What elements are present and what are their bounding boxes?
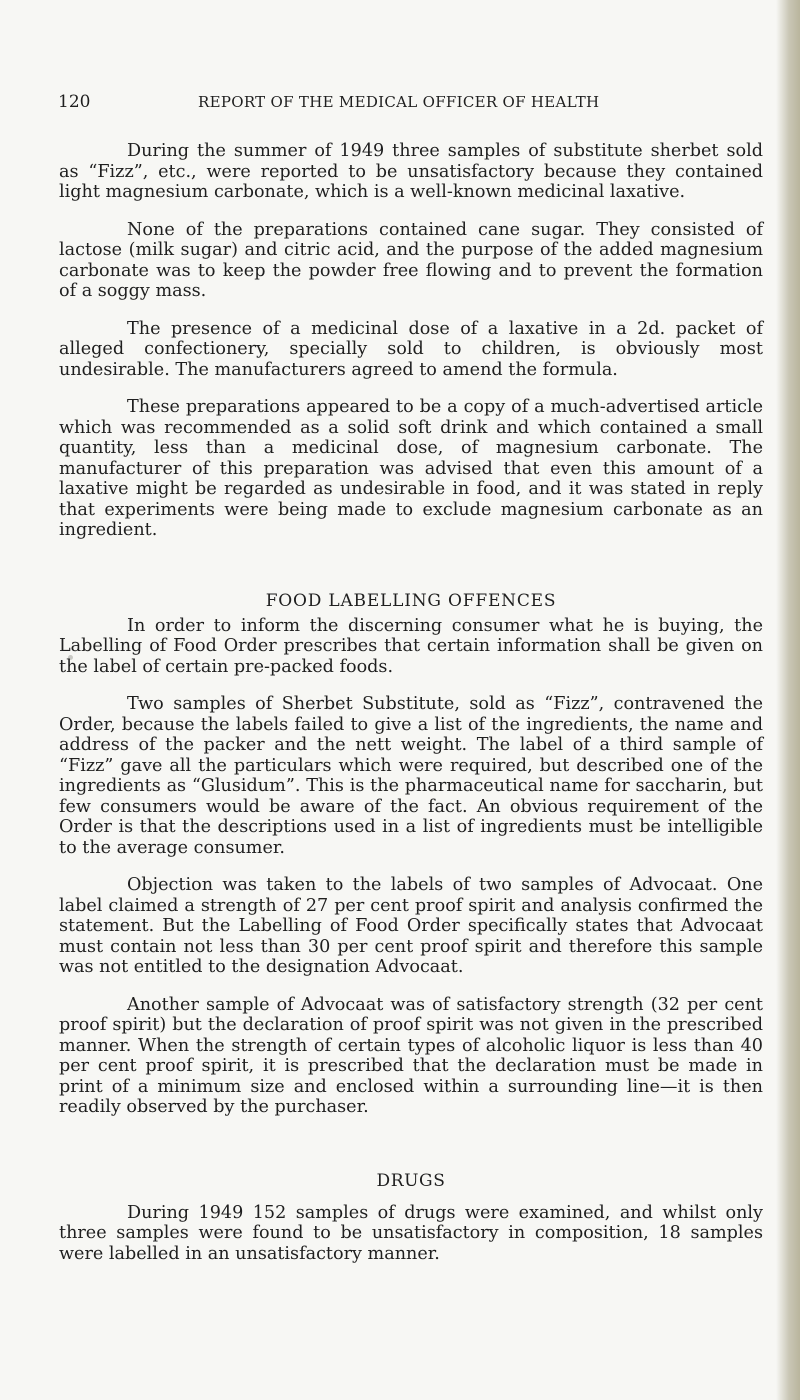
page-body xyxy=(59,141,763,1281)
page-header xyxy=(58,92,760,114)
paragraph-drugs-samples: During 1949 152 samples of drugs were examined, and whilst only three samples were found to be unsatisfactory in composition, 18 samples were labelled in an unsatisfactory manner. xyxy=(59,1202,763,1264)
page-number: 120 xyxy=(58,92,91,112)
paragraph-advocaat-declaration: Another sample of Advocaat was of satisfactory strength (32 per cent proof spirit) but the declaration of proof spirit was not given in the prescribed manner. When the strength of certain types of alcoholic liquor is less than 40 per cent proof spirit, it is prescribed that the declaration must be made in print of a minimum size and enclosed within a surrounding line—it is then readily observed by the purchaser. xyxy=(59,994,763,1117)
paragraph-copy-article: These preparations appeared to be a copy of a much-advertised article which was recommended as a solid soft drink and which contained a small quantity, less than a medicinal dose, of magnesium carbonate. The manufacturer of this preparation was advised that even this amount of a laxative might be regarded as undesirable in food, and it was stated in reply that experiments were being made to exclude magnesium carbonate as an ingredient. xyxy=(59,397,763,540)
section-heading-drugs: DRUGS xyxy=(376,1170,446,1191)
paragraph-labelling-order: In order to inform the discerning consumer what he is buying, the Labelling of Food Order prescribes that certain information shall be given on the label of certain pre-packed foods. xyxy=(59,615,763,677)
running-title: REPORT OF THE MEDICAL OFFICER OF HEALTH xyxy=(198,93,600,111)
paragraph-fizz-samples: During the summer of 1949 three samples of substitute sherbet sold as “Fizz”, etc., were reported to be unsatisfactory because they contained light magnesium carbonate, which is a well-known medicinal laxative. xyxy=(59,141,763,202)
paragraph-advocaat-objection: Objection was taken to the labels of two samples of Advocaat. One label claimed a strength of 27 per cent proof spirit and analysis confirmed the statement. But the Labelling of Food Order specifically states that Advocaat must contain not less than 30 per cent proof spirit and therefore this sample was not entitled to the designation Advocaat. xyxy=(59,875,763,977)
paragraph-medicinal-dose: The presence of a medicinal dose of a laxative in a 2d. packet of alleged confectionery, specially sold to children, is obviously most undesirable. The manufacturers agreed to amend the formula. xyxy=(59,318,763,380)
paragraph-sherbet-substitute: Two samples of Sherbet Substitute, sold as “Fizz”, contravened the Order, because the labels failed to give a list of the ingredients, the name and address of the packer and the nett weight. The label of a third sample of “Fizz” gave all the particulars which were required, but described one of the ingredients as “Glusidum”. This is the pharmaceutical name for saccharin, but few consumers would be aware of the fact. An obvious requirement of the Order is that the descriptions used in a list of ingredients must be intelligible to the average consumer. xyxy=(59,694,763,858)
paragraph-preparations: None of the preparations contained cane sugar. They consisted of lactose (milk sugar) and citric acid, and the purpose of the added magnesium carbonate was to keep the powder free flowing and to prevent the formation of a soggy mass. xyxy=(59,219,763,301)
section-heading-food-labelling: FOOD LABELLING OFFENCES xyxy=(265,590,557,611)
page-edge-shadow xyxy=(776,0,800,1400)
